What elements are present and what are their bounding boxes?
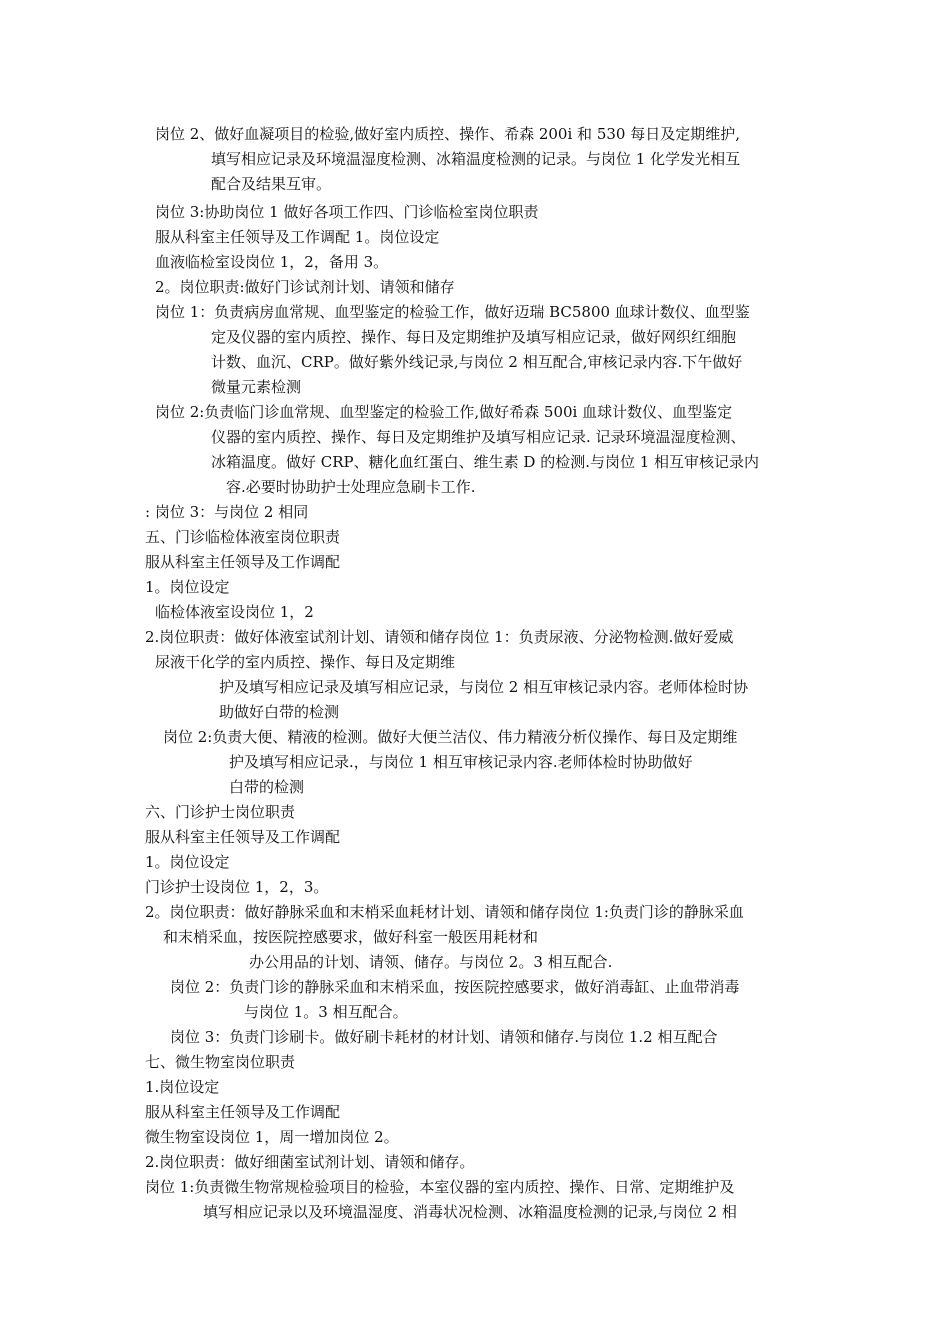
- section-heading: 七、微生物室岗位职责: [145, 1053, 296, 1071]
- text-line: 微生物室设岗位 1，周一增加岗位 2。: [145, 1128, 399, 1146]
- text-line: 岗位 2、做好血凝项目的检验,做好室内质控、操作、希森 200i 和 530 每日及定期维护,: [155, 125, 740, 143]
- text-line: 计数、血沉、CRP。做好紫外线记录,与岗位 2 相互配合,审核记录内容.下午做好: [211, 353, 743, 371]
- text-line: 岗位 3：负责门诊刷卡。做好刷卡耗材的材计划、请领和储存.与岗位 1.2 相互配合: [170, 1028, 718, 1046]
- section-heading: 五、门诊临检体液室岗位职责: [145, 528, 341, 546]
- text-line: 仪器的室内质控、操作、每日及定期维护及填写相应记录. 记录环境温湿度检测、: [211, 428, 746, 446]
- text-line: 白带的检测: [229, 778, 305, 796]
- text-line: 服从科室主任领导及工作调配: [145, 553, 341, 571]
- text-line: 岗位 2:负责大便、精液的检测。做好大便兰洁仪、伟力精液分析仪操作、每日及定期维: [163, 728, 738, 746]
- text-line: 岗位 3:协助岗位 1 做好各项工作四、门诊临检室岗位职责: [155, 203, 539, 221]
- text-line: 临检体液室设岗位 1，2: [155, 603, 314, 621]
- text-line: 填写相应记录以及环境温湿度、消毒状况检测、冰箱温度检测的记录,与岗位 2 相: [203, 1203, 737, 1221]
- text-line: 岗位 1：负责病房血常规、血型鉴定的检验工作，做好迈瑞 BC5800 血球计数仪、血型鉴: [155, 303, 750, 321]
- text-line: 服从科室主任领导及工作调配 1。岗位设定: [155, 228, 440, 246]
- section-heading: 六、门诊护士岗位职责: [145, 803, 296, 821]
- text-line: 岗位 2:负责临门诊血常规、血型鉴定的检验工作,做好希森 500i 血球计数仪、血型鉴定: [155, 403, 733, 421]
- text-line: 尿液干化学的室内质控、操作、每日及定期维: [155, 653, 456, 671]
- text-line: 配合及结果互审。: [211, 175, 332, 193]
- text-line: 2。岗位职责：做好静脉采血和末梢采血耗材计划、请领和储存岗位 1:负责门诊的静脉采血: [145, 903, 744, 921]
- text-line: 与岗位 1。3 相互配合。: [244, 1003, 408, 1021]
- text-line: 1。岗位设定: [145, 578, 230, 596]
- text-line: 1。岗位设定: [145, 853, 230, 871]
- text-line: 冰箱温度。做好 CRP、糖化血红蛋白、维生素 D 的检测.与岗位 1 相互审核记录内: [211, 453, 760, 471]
- text-line: 2。岗位职责:做好门诊试剂计划、请领和储存: [155, 278, 455, 296]
- text-line: 1.岗位设定: [145, 1078, 220, 1096]
- text-line: 办公用品的计划、请领、储存。与岗位 2。3 相互配合.: [249, 953, 613, 971]
- text-line: 定及仪器的室内质控、操作、每日及定期维护及填写相应记录，做好网织红细胞: [211, 328, 737, 346]
- text-line: 2.岗位职责：做好细菌室试剂计划、请领和储存。: [145, 1153, 475, 1171]
- text-line: 服从科室主任领导及工作调配: [145, 828, 341, 846]
- text-line: 微量元素检测: [211, 378, 302, 396]
- text-line: 门诊护士设岗位 1，2，3。: [145, 878, 329, 896]
- text-line: 岗位 1:负责微生物常规检验项目的检验，本室仪器的室内质控、操作、日常、定期维护及: [145, 1178, 735, 1196]
- text-line: 岗位 2：负责门诊的静脉采血和末梢采血，按医院控感要求，做好消毒缸、止血带消毒: [170, 978, 740, 996]
- text-line: 血液临检室设岗位 1，2，备用 3。: [155, 253, 389, 271]
- text-line: 和末梢采血，按医院控感要求，做好科室一般医用耗材和: [163, 928, 539, 946]
- text-line: 助做好白带的检测: [219, 703, 340, 721]
- text-line: 服从科室主任领导及工作调配: [145, 1103, 341, 1121]
- text-line: 护及填写相应记录及填写相应记录，与岗位 2 相互审核记录内容。老师体检时协: [219, 678, 749, 696]
- text-line: 填写相应记录及环境温湿度检测、冰箱温度检测的记录。与岗位 1 化学发光相互: [211, 150, 741, 168]
- text-line: 护及填写相应记录.，与岗位 1 相互审核记录内容.老师体检时协助做好: [229, 753, 693, 771]
- text-line: 2.岗位职责：做好体液室试剂计划、请领和储存岗位 1：负责尿液、分泌物检测.做好爱威: [145, 628, 734, 646]
- text-line: : 岗位 3：与岗位 2 相同: [145, 503, 309, 521]
- text-line: 容.必要时协助护士处理应急刷卡工作.: [226, 478, 476, 496]
